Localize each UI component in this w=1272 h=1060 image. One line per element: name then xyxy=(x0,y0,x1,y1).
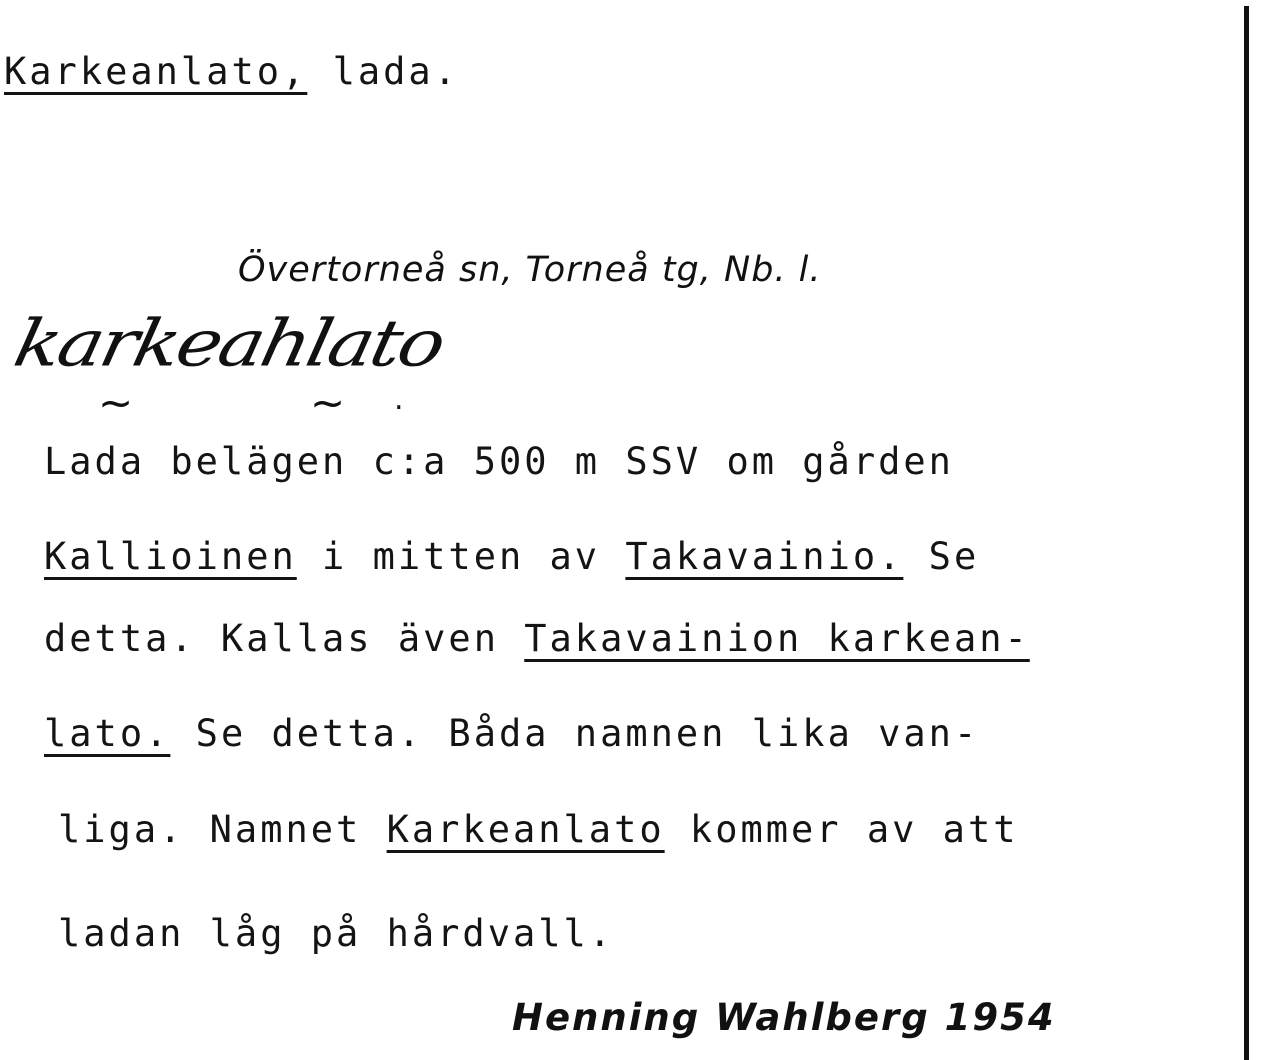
body-line-1: Lada belägen c:a 500 m SSV om gården xyxy=(44,440,954,483)
tilde-mark: ~ xyxy=(98,378,134,427)
tilde-mark: ~ xyxy=(310,378,346,427)
phonetic-transcription: karkeahlato xyxy=(7,305,450,381)
body-line-5: liga. Namnet Karkeanlato kommer av att xyxy=(58,808,1019,851)
place-name-karkeanlato: Karkeanlato xyxy=(386,808,665,851)
place-name-takavainio: Takavainio. xyxy=(625,535,904,578)
headword: Karkeanlato, xyxy=(4,50,308,93)
place-name-lato: lato. xyxy=(44,712,171,755)
dot-mark: . xyxy=(394,382,404,417)
signature: Henning Wahlberg 1954 xyxy=(512,996,1056,1039)
place-name-takavainion: Takavainion karkean- xyxy=(524,617,1030,660)
body-line-3: detta. Kallas även Takavainion karkean- xyxy=(44,617,1030,660)
body-line-4: lato. Se detta. Båda namnen lika van- xyxy=(44,712,980,755)
body-line-6: ladan låg på hårdvall. xyxy=(58,912,615,955)
place-name-kallioinen: Kallioinen xyxy=(44,535,297,578)
place-stamp: Övertorneå sn, Torneå tg, Nb. l. xyxy=(238,250,822,290)
headword-gloss: lada. xyxy=(332,50,459,93)
card-edge-line xyxy=(1244,6,1249,1060)
headword-line xyxy=(4,50,459,94)
body-line-2: Kallioinen i mitten av Takavainio. Se xyxy=(44,535,980,578)
